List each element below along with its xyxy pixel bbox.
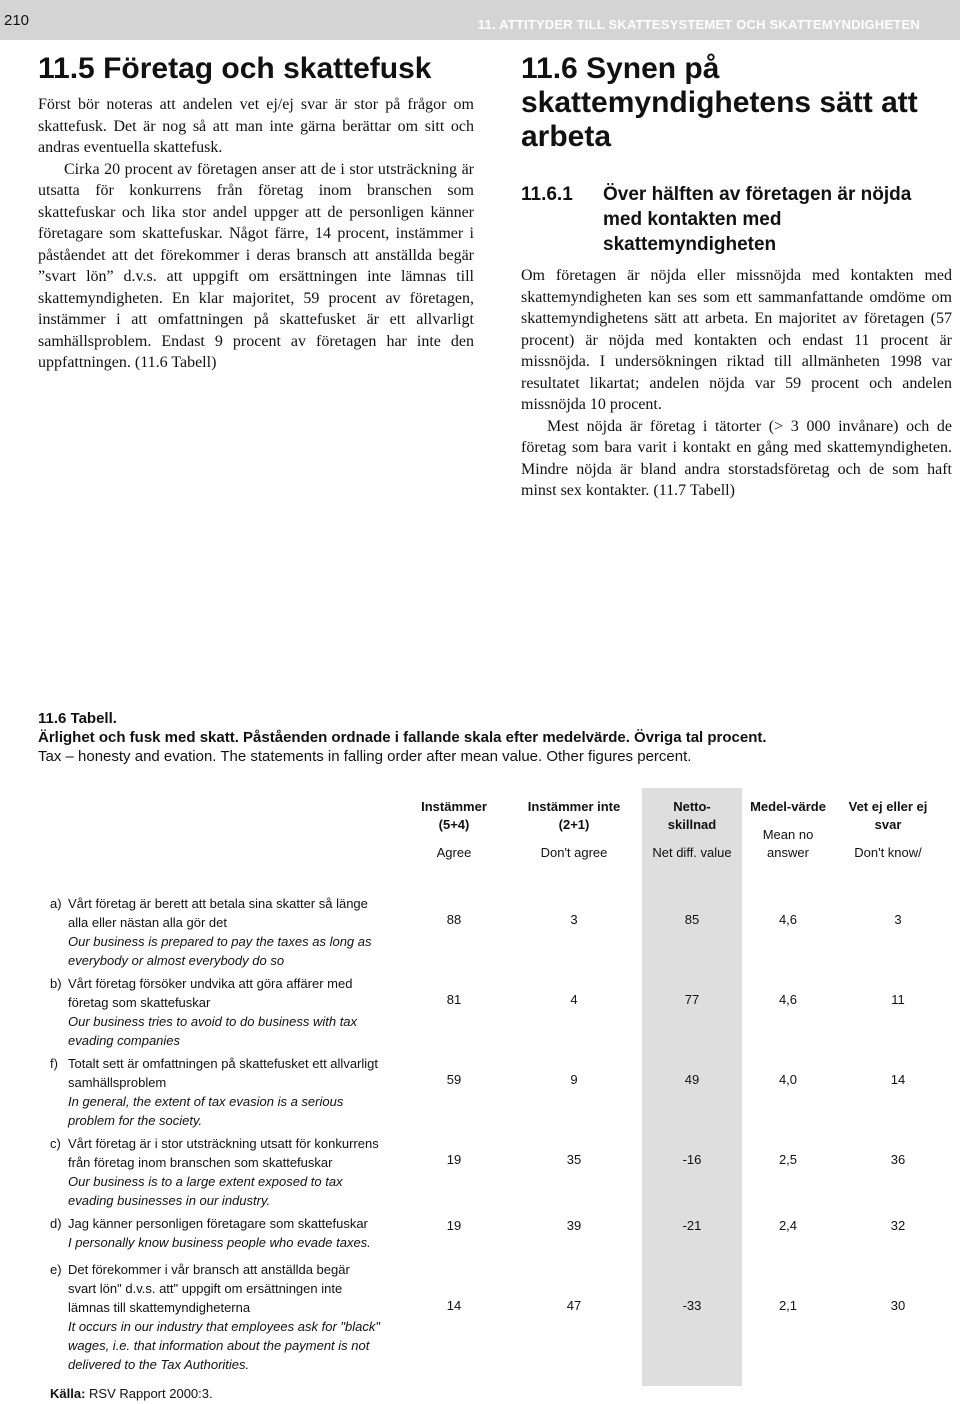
left-column <box>38 52 474 374</box>
column-header: Instämmer inte (2+1) Don't agree <box>527 799 621 860</box>
cell-mean: 2,1 <box>778 1298 798 1313</box>
paragraph: Först bör noteras att andelen vet ej/ej svar är stor på frågor om skattefusk. Det är nog så att man inte gärna berättar om sitt och andras eventuella skattefusk. <box>38 96 474 156</box>
cell-net-diff: -16 <box>682 1152 702 1167</box>
right-column <box>521 52 952 502</box>
cell-net-diff: -33 <box>682 1298 702 1313</box>
cell-dont-know: 32 <box>890 1218 906 1233</box>
table-number: 11.6 Tabell. <box>38 710 117 727</box>
row-label: b) Vårt företag försöker undvika att göra affärer med företag som skattefuskar Our business tries to avoid to do business with tax evading companies <box>50 976 358 1048</box>
subsection-heading <box>521 182 952 257</box>
cell-dont-know: 14 <box>890 1072 906 1087</box>
cell-agree: 19 <box>446 1218 462 1233</box>
section-heading-11-5: 11.5 Företag och skattefusk <box>38 52 432 85</box>
cell-agree: 81 <box>446 992 462 1007</box>
column-header: Instämmer (5+4) Agree <box>421 799 487 860</box>
cell-dont-agree: 39 <box>566 1218 582 1233</box>
subsection-number: 11.6.1 <box>521 184 573 205</box>
paragraph: Om företagen är nöjda eller missnöjda med kontakten med skattemyndigheten kan ses som ett sammanfattande omdöme om skattemyndighetens sätt att arbeta. En majoritet av företagen (57 procent) är nöjda med kontakten och endast 11 procent är missnöjda. I undersökningen riktad till allmänheten 1998 var resultatet likartat; andelen nöjda var 59 procent och andelen missnöjda 10 procent. <box>521 267 952 413</box>
cell-mean: 2,5 <box>778 1152 798 1167</box>
column-header: Netto-skillnad Net diff. value <box>652 799 732 860</box>
cell-dont-agree: 47 <box>566 1298 582 1313</box>
column-header: Medel-värde Mean no answer <box>750 799 826 860</box>
table-11-6 <box>38 710 938 1401</box>
cell-dont-know: 11 <box>891 992 905 1007</box>
paragraph: Mest nöjda är företag i tätorter (> 3 000 invånare) och de företag som bara varit i kontakt en gång med skattemyndigheten. Mindre nöjda är bland andra storstadsföretag och de som haft minst sex kontakter. (11.7 Tabell) <box>521 417 952 499</box>
running-header: 11. ATTITYDER TILL SKATTESYSTEMET OCH SKATTEMYNDIGHETEN <box>38 0 960 40</box>
cell-agree: 59 <box>446 1072 462 1087</box>
column-header: Vet ej eller ej svar Don't know/ <box>848 799 928 860</box>
cell-dont-agree: 35 <box>566 1152 582 1167</box>
cell-net-diff: 85 <box>684 912 700 927</box>
cell-dont-agree: 4 <box>570 992 578 1007</box>
cell-mean: 2,4 <box>778 1218 798 1233</box>
row-label: e) Det förekommer i vår bransch att anställda begär svart lön" d.v.s. att" uppgift om ersättningen inte lämnas till skattemyndigheterna It occurs in our industry that employees ask for "black" wages, i.e. that information about the payment is not delivered to the Tax Authorities. <box>50 1262 380 1372</box>
section-heading-11-6: 11.6 Synen på skattemyndighetens sätt att arbeta <box>521 52 918 153</box>
cell-net-diff: 77 <box>684 992 700 1007</box>
cell-net-diff: 49 <box>684 1072 700 1087</box>
source-text: RSV Rapport 2000:3. <box>89 1386 213 1401</box>
subsection-title: Över hälften av företagen är nöjda med kontakten med skattemyndigheten <box>603 184 912 255</box>
cell-agree: 19 <box>446 1152 462 1167</box>
table-header <box>38 798 938 888</box>
cell-net-diff: -21 <box>682 1218 702 1233</box>
cell-mean: 4,6 <box>778 912 798 927</box>
cell-mean: 4,0 <box>778 1072 798 1087</box>
row-label: f) Totalt sett är omfattningen på skattefusket ett allvarligt samhällsproblem In general, the extent of tax evasion is a serious problem for the society. <box>50 1056 378 1128</box>
row-label: a) Vårt företag är berett att betala sina skatter så länge alla eller nästan alla gör det Our business is prepared to pay the taxes as long as everybody or almost everybody do so <box>50 896 372 968</box>
table-source <box>50 1386 213 1401</box>
cell-dont-agree: 3 <box>570 912 578 927</box>
page-number: 210 <box>0 0 38 40</box>
row-label: d) Jag känner personligen företagare som skattefuskar I personally know business people who evade taxes. <box>50 1216 371 1250</box>
cell-mean: 4,6 <box>778 992 798 1007</box>
cell-agree: 14 <box>446 1298 462 1313</box>
table-subtitle: Tax – honesty and evation. The statements in falling order after mean value. Other figures percent. <box>38 748 692 765</box>
cell-agree: 88 <box>446 912 462 927</box>
row-label: c) Vårt företag är i stor utsträckning utsatt för konkurrens från företag inom branschen som skattefuskar Our business is to a large extent exposed to tax evading businesses in our industry. <box>50 1136 379 1208</box>
cell-dont-agree: 9 <box>570 1072 578 1087</box>
paragraph: Cirka 20 procent av företagen anser att de i stor utsträckning är utsatta för konkurrens från företag inom branschen som skattefuskar och lika stor andel uppger att de personligen känner företagare som skattefuskar. Något färre, 14 procent, instämmer i påståendet att det förekommer i deras bransch att anställda begär ”svart lön” d.v.s. att uppgift om ersättningen inte lämnas till skattemyndigheten. En klar majoritet, 59 procent av företagen, instämmer i att omfattningen på skattefusket är ett allvarligt samhällsproblem. Endast 9 procent av företagen har inte den uppfattningen. (11.6 Tabell) <box>38 160 474 371</box>
table-title: Ärlighet och fusk med skatt. Påståenden ordnade i fallande skala efter medelvärde. Övriga tal procent. <box>38 729 767 746</box>
cell-dont-know: 30 <box>890 1298 906 1313</box>
cell-dont-know: 36 <box>890 1152 906 1167</box>
source-label: Källa: <box>50 1386 86 1401</box>
cell-dont-know: 3 <box>894 912 902 927</box>
